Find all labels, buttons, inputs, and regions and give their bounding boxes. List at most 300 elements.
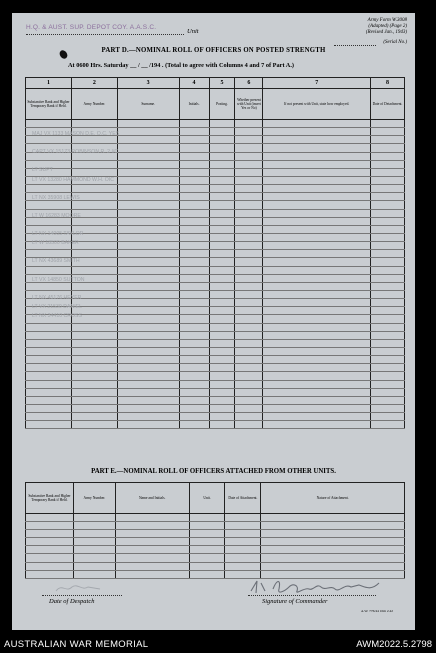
table-cell — [263, 396, 371, 404]
column-header: Army Number. — [73, 483, 115, 514]
table-cell — [189, 570, 225, 578]
table-cell — [26, 404, 72, 412]
table-cell — [26, 364, 72, 372]
table-cell — [235, 233, 263, 241]
table-cell — [371, 274, 405, 282]
table-cell — [235, 421, 263, 429]
faint-entry: LT VX 14850 SUTTON — [32, 276, 85, 283]
faint-entry: LT SUPT — [32, 167, 53, 174]
table-cell — [371, 364, 405, 372]
table-cell — [117, 274, 179, 282]
table-cell — [117, 233, 179, 241]
table-cell — [71, 388, 117, 396]
faint-entry: LT NX 45176 HEYER — [32, 294, 82, 301]
table-cell — [371, 299, 405, 307]
printer-mark: A.W. 776/44 10m 2.42 — [361, 609, 393, 613]
table-cell — [371, 347, 405, 355]
table-cell — [209, 388, 235, 396]
table-cell — [263, 307, 371, 315]
table-cell — [225, 546, 261, 554]
table-cell — [263, 274, 371, 282]
table-cell — [117, 160, 179, 168]
table-cell — [26, 570, 74, 578]
table-cell — [71, 413, 117, 421]
table-row — [26, 201, 405, 209]
unit-label: Unit — [187, 28, 199, 35]
table-cell — [371, 356, 405, 364]
table-cell — [209, 290, 235, 298]
table-cell — [189, 554, 225, 562]
table-cell — [371, 331, 405, 339]
table-cell — [371, 282, 405, 290]
table-cell — [235, 339, 263, 347]
table-cell — [209, 299, 235, 307]
table-cell — [26, 339, 72, 347]
table-cell — [235, 315, 263, 323]
date-line — [42, 595, 122, 596]
form-line: (Adapted) (Page 2) — [368, 24, 407, 29]
table-cell — [261, 562, 405, 570]
table-cell — [371, 421, 405, 429]
table-cell — [235, 364, 263, 372]
table-cell — [209, 274, 235, 282]
table-cell — [235, 120, 263, 128]
form-line: (Revised Jan., 1943) — [365, 30, 407, 35]
table-cell — [371, 160, 405, 168]
table-cell — [263, 347, 371, 355]
table-cell — [73, 522, 115, 530]
table-cell — [117, 413, 179, 421]
faint-entry: LT NX 43689 SMITH — [32, 258, 80, 265]
table-cell — [117, 339, 179, 347]
table-cell — [179, 413, 209, 421]
table-cell — [73, 554, 115, 562]
table-cell — [71, 120, 117, 128]
table-cell — [263, 404, 371, 412]
table-cell — [179, 307, 209, 315]
table-cell — [235, 396, 263, 404]
table-cell — [235, 331, 263, 339]
table-cell — [117, 421, 179, 429]
table-cell — [263, 290, 371, 298]
table-cell — [117, 128, 179, 136]
table-cell — [115, 562, 189, 570]
table-cell — [371, 258, 405, 266]
table-cell — [117, 282, 179, 290]
table-cell — [263, 152, 371, 160]
table-cell — [73, 570, 115, 578]
table-cell — [235, 152, 263, 160]
table-row — [26, 421, 405, 429]
table-cell — [26, 372, 72, 380]
table-cell — [117, 380, 179, 388]
table-cell — [26, 546, 74, 554]
table-cell — [261, 514, 405, 522]
faint-entry: LT W 16283 MOORE — [32, 212, 81, 219]
table-row — [26, 413, 405, 421]
table-cell — [117, 250, 179, 258]
column-header: Date of Attachment. — [225, 483, 261, 514]
column-header: Surname. — [117, 89, 179, 120]
table-cell — [179, 160, 209, 168]
table-cell — [235, 274, 263, 282]
table-cell — [371, 120, 405, 128]
table-cell — [209, 258, 235, 266]
table-cell — [371, 339, 405, 347]
column-header: Date of Detachment. — [371, 89, 405, 120]
table-cell — [263, 323, 371, 331]
table-cell — [209, 315, 235, 323]
table-row — [26, 250, 405, 258]
table-row — [26, 339, 405, 347]
table-cell — [371, 380, 405, 388]
table-cell — [209, 201, 235, 209]
table-cell — [209, 144, 235, 152]
table-cell — [209, 339, 235, 347]
table-cell — [235, 160, 263, 168]
table-cell — [371, 323, 405, 331]
table-row — [26, 217, 405, 225]
table-cell — [235, 185, 263, 193]
table-cell — [209, 209, 235, 217]
table-cell — [235, 372, 263, 380]
table-cell — [235, 290, 263, 298]
table-row — [26, 380, 405, 388]
table-cell — [235, 176, 263, 184]
table-row — [26, 315, 405, 323]
table-cell — [189, 546, 225, 554]
table-cell — [235, 299, 263, 307]
table-cell — [209, 193, 235, 201]
table-cell — [209, 120, 235, 128]
table-cell — [179, 372, 209, 380]
table-cell — [179, 290, 209, 298]
table-cell — [26, 356, 72, 364]
table-cell — [179, 144, 209, 152]
table-cell — [26, 530, 74, 538]
table-cell — [71, 201, 117, 209]
table-cell — [371, 266, 405, 274]
table-cell — [263, 299, 371, 307]
table-cell — [117, 266, 179, 274]
table-cell — [115, 538, 189, 546]
table-cell — [209, 233, 235, 241]
faint-entry: LT VX 21530 DANIEL — [32, 303, 82, 310]
table-cell — [179, 266, 209, 274]
table-cell — [263, 282, 371, 290]
table-cell — [235, 193, 263, 201]
table-cell — [179, 356, 209, 364]
table-cell — [179, 201, 209, 209]
form-line: Army Form W.3008 — [367, 18, 407, 23]
table-row — [26, 193, 405, 201]
table-cell — [209, 242, 235, 250]
form-sheet — [12, 13, 415, 630]
table-cell — [179, 233, 209, 241]
table-cell — [117, 209, 179, 217]
caption-left: AUSTRALIAN WAR MEMORIAL — [4, 639, 149, 650]
table-row — [26, 522, 405, 530]
table-cell — [371, 307, 405, 315]
table-cell — [209, 364, 235, 372]
column-header: Nature of Attachment. — [261, 483, 405, 514]
table-cell — [261, 554, 405, 562]
table-cell — [26, 266, 72, 274]
faint-entry: CAPT VX 15173 ROBINSON R. 2 I/C — [32, 149, 119, 156]
table-cell — [117, 347, 179, 355]
table-cell — [73, 530, 115, 538]
signature-label: Signature of Commander — [262, 598, 328, 605]
column-header: If not present with Unit, state how employed. — [263, 89, 371, 120]
table-cell — [26, 413, 72, 421]
table-cell — [117, 201, 179, 209]
table-cell — [117, 176, 179, 184]
table-cell — [117, 331, 179, 339]
table-row — [26, 185, 405, 193]
table-cell — [179, 120, 209, 128]
table-row — [26, 299, 405, 307]
table-cell — [71, 250, 117, 258]
table-cell — [179, 193, 209, 201]
faint-entry: LT VX 13280 HAMMOND W.H. OIC — [32, 176, 114, 183]
table-cell — [117, 144, 179, 152]
table-cell — [235, 323, 263, 331]
table-cell — [117, 168, 179, 176]
column-number: 5 — [209, 78, 235, 89]
table-row — [26, 323, 405, 331]
table-cell — [371, 201, 405, 209]
table-cell — [263, 356, 371, 364]
table-row — [26, 514, 405, 522]
table-cell — [71, 396, 117, 404]
caption-right: AWM2022.5.2798 — [356, 639, 432, 650]
column-header: Posting. — [209, 89, 235, 120]
table-cell — [71, 404, 117, 412]
column-number: 7 — [263, 78, 371, 89]
table-cell — [209, 266, 235, 274]
table-row — [26, 356, 405, 364]
table-cell — [26, 201, 72, 209]
faint-entry: MAJ VX 1133 MASON D.E. O.C. YES — [32, 131, 120, 137]
table-cell — [117, 364, 179, 372]
table-cell — [261, 538, 405, 546]
table-cell — [179, 185, 209, 193]
table-cell — [209, 323, 235, 331]
faint-date-scrawl — [52, 581, 112, 595]
table-cell — [179, 339, 209, 347]
table-cell — [189, 522, 225, 530]
table-cell — [209, 136, 235, 144]
column-number: 4 — [179, 78, 209, 89]
table-cell — [261, 546, 405, 554]
table-row — [26, 331, 405, 339]
table-row — [26, 136, 405, 144]
table-cell — [26, 331, 72, 339]
table-cell — [225, 562, 261, 570]
table-cell — [71, 347, 117, 355]
table-cell — [263, 160, 371, 168]
table-cell — [371, 242, 405, 250]
table-row — [26, 530, 405, 538]
column-number: 6 — [235, 78, 263, 89]
column-header: Whether present with Unit (insert Yes or No) — [235, 89, 263, 120]
table-cell — [209, 421, 235, 429]
table-cell — [179, 388, 209, 396]
table-cell — [26, 282, 72, 290]
table-cell — [263, 380, 371, 388]
table-cell — [371, 136, 405, 144]
table-cell — [179, 225, 209, 233]
column-header: Initials. — [179, 89, 209, 120]
serial-label: (Serial No.) — [383, 40, 407, 45]
column-number: 2 — [71, 78, 117, 89]
form-identifier — [366, 18, 407, 36]
table-row — [26, 282, 405, 290]
column-header-row — [26, 483, 405, 514]
table-cell — [179, 250, 209, 258]
table-cell — [371, 315, 405, 323]
table-cell — [189, 530, 225, 538]
table-row — [26, 372, 405, 380]
table-cell — [179, 347, 209, 355]
table-row — [26, 209, 405, 217]
table-row — [26, 120, 405, 128]
table-cell — [263, 225, 371, 233]
table-cell — [371, 290, 405, 298]
table-cell — [263, 242, 371, 250]
table-cell — [225, 538, 261, 546]
date-of-despatch-label: Date of Despatch — [49, 598, 95, 605]
table-cell — [179, 364, 209, 372]
table-cell — [179, 258, 209, 266]
table-cell — [115, 514, 189, 522]
table-cell — [263, 168, 371, 176]
table-cell — [26, 538, 74, 546]
table-cell — [117, 323, 179, 331]
table-cell — [235, 242, 263, 250]
table-cell — [71, 185, 117, 193]
column-number-row — [26, 78, 405, 89]
table-row — [26, 404, 405, 412]
table-cell — [209, 307, 235, 315]
table-cell — [209, 380, 235, 388]
table-cell — [71, 356, 117, 364]
table-cell — [26, 380, 72, 388]
table-cell — [71, 168, 117, 176]
table-row — [26, 258, 405, 266]
table-cell — [26, 514, 74, 522]
table-cell — [235, 388, 263, 396]
table-cell — [179, 299, 209, 307]
table-cell — [71, 364, 117, 372]
table-cell — [371, 144, 405, 152]
table-row — [26, 160, 405, 168]
table-cell — [179, 404, 209, 412]
table-cell — [115, 554, 189, 562]
table-cell — [263, 339, 371, 347]
table-cell — [263, 144, 371, 152]
table-cell — [209, 413, 235, 421]
column-header-row — [26, 89, 405, 120]
table-cell — [117, 225, 179, 233]
table-row — [26, 168, 405, 176]
table-cell — [179, 242, 209, 250]
table-cell — [371, 176, 405, 184]
table-cell — [263, 193, 371, 201]
table-cell — [225, 554, 261, 562]
table-cell — [26, 347, 72, 355]
table-row — [26, 554, 405, 562]
table-cell — [371, 128, 405, 136]
table-row — [26, 242, 405, 250]
table-cell — [235, 347, 263, 355]
table-cell — [263, 372, 371, 380]
table-row — [26, 562, 405, 570]
table-cell — [235, 356, 263, 364]
table-cell — [209, 404, 235, 412]
table-row — [26, 364, 405, 372]
column-number: 3 — [117, 78, 179, 89]
table-cell — [371, 233, 405, 241]
table-cell — [179, 282, 209, 290]
table-cell — [225, 522, 261, 530]
column-header: Substantive Rank and Higher Temporary Rank if Held. — [26, 483, 74, 514]
part-e-title: PART E.—NOMINAL ROLL OF OFFICERS ATTACHED FROM OTHER UNITS. — [91, 468, 336, 475]
table-cell — [179, 274, 209, 282]
table-row — [26, 538, 405, 546]
table-cell — [117, 193, 179, 201]
table-cell — [189, 562, 225, 570]
table-cell — [263, 136, 371, 144]
table-cell — [26, 396, 72, 404]
table-cell — [179, 217, 209, 225]
column-header: Name and Initials. — [115, 483, 189, 514]
table-cell — [209, 168, 235, 176]
table-cell — [117, 315, 179, 323]
table-cell — [371, 152, 405, 160]
table-cell — [179, 331, 209, 339]
table-cell — [26, 250, 72, 258]
table-cell — [71, 339, 117, 347]
table-cell — [26, 185, 72, 193]
table-cell — [115, 570, 189, 578]
table-cell — [71, 380, 117, 388]
table-row — [26, 388, 405, 396]
table-cell — [371, 209, 405, 217]
table-cell — [371, 217, 405, 225]
table-cell — [225, 514, 261, 522]
table-cell — [71, 136, 117, 144]
table-cell — [26, 554, 74, 562]
table-cell — [71, 421, 117, 429]
table-cell — [117, 152, 179, 160]
table-cell — [179, 323, 209, 331]
faint-entry: LT NX 34410 CROSS — [32, 313, 82, 319]
table-cell — [209, 185, 235, 193]
table-cell — [225, 530, 261, 538]
table-cell — [263, 258, 371, 266]
table-cell — [209, 356, 235, 364]
table-cell — [371, 388, 405, 396]
table-cell — [117, 136, 179, 144]
table-row — [26, 347, 405, 355]
table-cell — [235, 209, 263, 217]
table-cell — [263, 128, 371, 136]
table-cell — [235, 168, 263, 176]
table-cell — [26, 522, 74, 530]
table-cell — [73, 514, 115, 522]
table-cell — [235, 307, 263, 315]
